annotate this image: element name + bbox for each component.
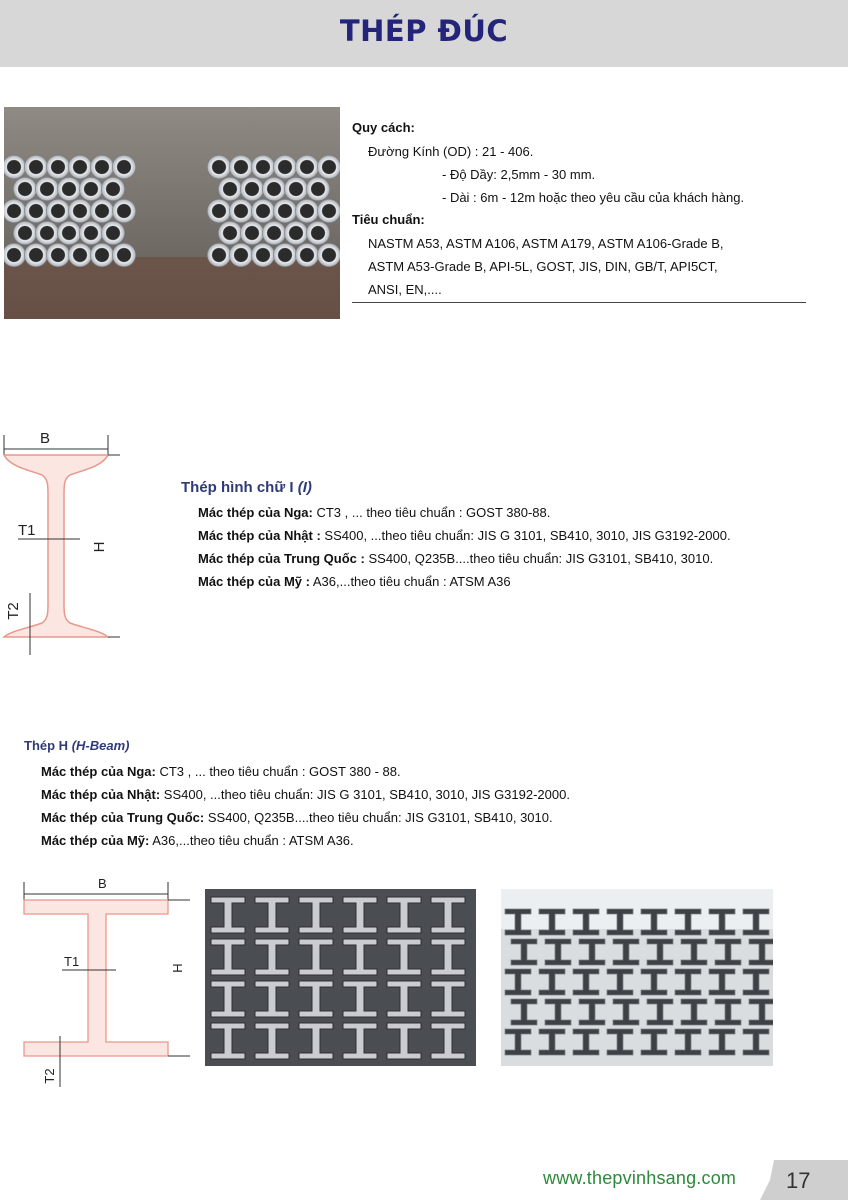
- pipe-end: [240, 221, 264, 245]
- pipe-end: [306, 221, 330, 245]
- grade-label: Mác thép của Mỹ:: [41, 833, 150, 848]
- pipe-end: [79, 177, 103, 201]
- pipe-end: [306, 177, 330, 201]
- h-beam-grade-row: [41, 810, 553, 825]
- spec-diameter: Đường Kính (OD) : 21 - 406.: [368, 144, 534, 159]
- pipe-end: [68, 243, 92, 267]
- h-beam-grade-row: [41, 764, 401, 779]
- pipe-end: [273, 155, 297, 179]
- standard-heading: Tiêu chuẩn:: [352, 212, 425, 227]
- pipe-end: [35, 177, 59, 201]
- standard-line: ASTM A53-Grade B, API-5L, GOST, JIS, DIN, GB/T, API5CT,: [368, 259, 718, 274]
- h-beam-t2-label: T2: [42, 1068, 57, 1084]
- pipe-end: [112, 155, 136, 179]
- pipe-end: [35, 221, 59, 245]
- grade-label: Mác thép của Nhật :: [198, 528, 321, 543]
- pipe-end: [57, 177, 81, 201]
- pipe-end: [24, 199, 48, 223]
- standard-line: ANSI, EN,....: [368, 282, 442, 297]
- pipe-end: [46, 199, 70, 223]
- i-beam-diagram: [0, 425, 120, 660]
- pipe-end: [251, 243, 275, 267]
- pipe-end: [112, 243, 136, 267]
- grade-text: SS400, ...theo tiêu chuẩn: JIS G 3101, SB410, 3010, JIS G3192-2000.: [320, 528, 731, 543]
- grade-text: A36,...theo tiêu chuẩn : ATSM A36.: [149, 833, 354, 848]
- grade-label: Mác thép của Trung Quốc :: [198, 551, 365, 566]
- pipe-end: [24, 243, 48, 267]
- standard-line: NASTM A53, ASTM A106, ASTM A179, ASTM A106-Grade B,: [368, 236, 724, 251]
- spec-heading: Quy cách:: [352, 120, 415, 135]
- grade-text: CT3 , ... theo tiêu chuẩn : GOST 380 - 88.: [155, 764, 401, 779]
- i-beam-t2-label: T2: [5, 602, 22, 620]
- h-beam-stack-photo: [205, 889, 476, 1066]
- grade-label: Mác thép của Trung Quốc:: [41, 810, 205, 825]
- pipe-end: [57, 221, 81, 245]
- i-beam-title-suffix: (I): [297, 479, 312, 496]
- grade-text: SS400, Q235B....theo tiêu chuẩn: JIS G3101, SB410, 3010.: [364, 551, 714, 566]
- pipe-end: [229, 155, 253, 179]
- pipe-end: [251, 155, 275, 179]
- pipe-end: [112, 199, 136, 223]
- i-beam-title: [181, 479, 312, 496]
- grade-text: SS400, ...theo tiêu chuẩn: JIS G 3101, SB410, 3010, JIS G3192-2000.: [160, 787, 570, 802]
- pipe-end: [207, 155, 231, 179]
- pipe-end: [317, 243, 340, 267]
- grade-label: Mác thép của Mỹ :: [198, 574, 310, 589]
- h-beam-diagram: [18, 872, 193, 1092]
- pipe-end: [317, 155, 340, 179]
- i-beam-b-label: B: [40, 430, 51, 447]
- pipe-end: [295, 199, 319, 223]
- h-beam-title: [24, 738, 129, 753]
- pipe-end: [295, 243, 319, 267]
- pipe-end: [46, 243, 70, 267]
- h-beam-b-label: B: [98, 876, 107, 891]
- pipe-end: [273, 199, 297, 223]
- pipe-end: [90, 199, 114, 223]
- grade-label: Mác thép của Nhật:: [41, 787, 161, 802]
- grade-text: CT3 , ... theo tiêu chuẩn : GOST 380-88.: [312, 505, 551, 520]
- pipe-end: [229, 199, 253, 223]
- pipe-end: [68, 155, 92, 179]
- page-header: [0, 0, 848, 67]
- pipe-end: [218, 177, 242, 201]
- divider: [352, 302, 806, 303]
- pipe-end: [284, 221, 308, 245]
- page-number: 17: [786, 1168, 811, 1193]
- pipe-end: [90, 155, 114, 179]
- pipe-end: [229, 243, 253, 267]
- grade-label: Mác thép của Nga:: [41, 764, 156, 779]
- pipe-end: [13, 177, 37, 201]
- pipe-end: [317, 199, 340, 223]
- pipe-end: [251, 199, 275, 223]
- grade-text: A36,...theo tiêu chuẩn : ATSM A36: [309, 574, 511, 589]
- pipe-end: [101, 221, 125, 245]
- i-beam-grade-row: [198, 528, 731, 543]
- pipe-end: [46, 155, 70, 179]
- i-beam-title-text: Thép hình chữ I: [181, 479, 294, 496]
- pipe-end: [218, 221, 242, 245]
- h-beam-yard-photo: [501, 889, 773, 1066]
- pipe-end: [262, 177, 286, 201]
- i-beam-grade-row: [198, 505, 550, 520]
- pipe-end: [24, 155, 48, 179]
- pipe-end: [68, 199, 92, 223]
- pipe-end: [273, 243, 297, 267]
- h-beam-grade-row: [41, 787, 570, 802]
- pipe-end: [262, 221, 286, 245]
- pipe-end: [207, 199, 231, 223]
- pipe-end: [240, 177, 264, 201]
- pipe-end: [207, 243, 231, 267]
- i-beam-grade-row: [198, 574, 511, 589]
- i-beam-h-label: H: [91, 541, 108, 553]
- i-beam-grade-row: [198, 551, 713, 566]
- h-beam-title-suffix: (H-Beam): [71, 738, 130, 753]
- h-beam-t1-label: T1: [64, 954, 80, 969]
- pipe-end: [295, 155, 319, 179]
- h-beam-grade-row: [41, 833, 354, 848]
- pipe-end: [90, 243, 114, 267]
- pipe-end: [284, 177, 308, 201]
- grade-label: Mác thép của Nga:: [198, 505, 313, 520]
- seamless-pipe-photo: [4, 107, 340, 319]
- website-link[interactable]: www.thepvinhsang.com: [543, 1168, 737, 1188]
- page-title: THÉP ĐÚC: [339, 14, 509, 48]
- spec-length: - Dài : 6m - 12m hoặc theo yêu cầu của khách hàng.: [442, 190, 745, 205]
- spec-thickness: - Độ Dầy: 2,5mm - 30 mm.: [442, 167, 596, 182]
- h-beam-title-text: Thép H: [24, 738, 69, 753]
- pipe-end: [13, 221, 37, 245]
- i-beam-t1-label: T1: [18, 522, 36, 539]
- h-beam-h-label: H: [170, 963, 185, 973]
- grade-text: SS400, Q235B....theo tiêu chuẩn: JIS G3101, SB410, 3010.: [204, 810, 553, 825]
- pipe-end: [79, 221, 103, 245]
- pipe-end: [101, 177, 125, 201]
